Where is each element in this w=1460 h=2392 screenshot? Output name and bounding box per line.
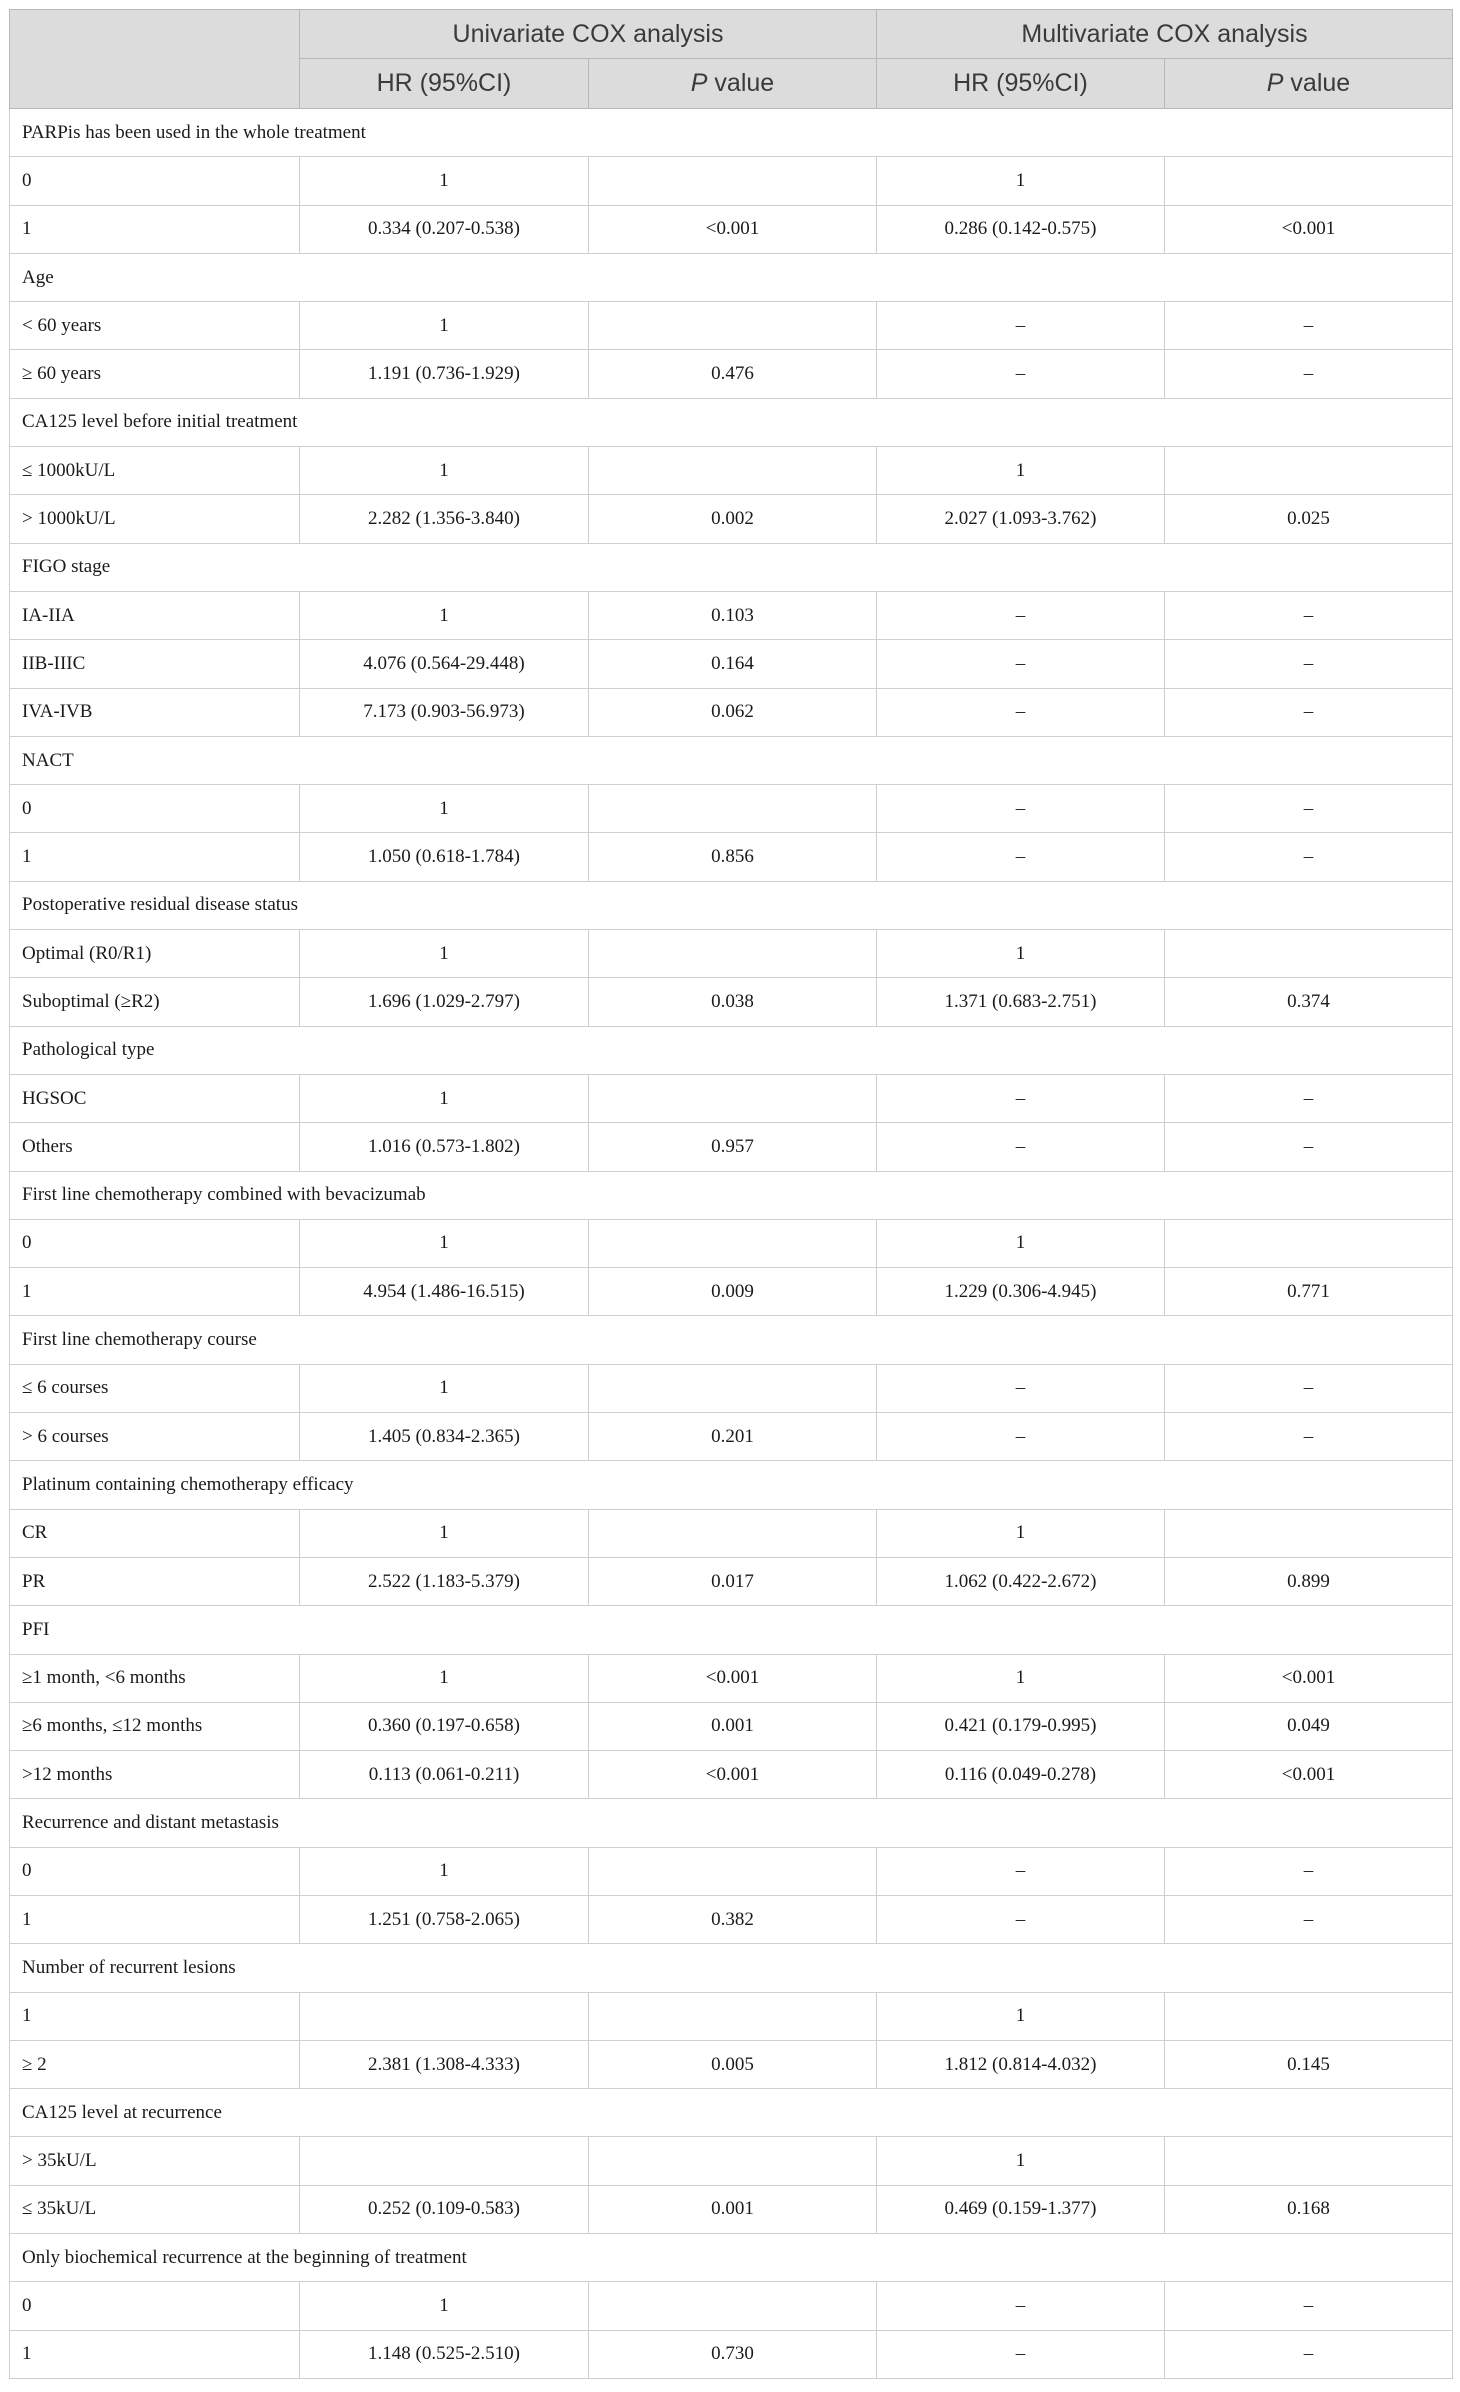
table-row <box>10 1364 1453 1412</box>
multivariate-hr-cell: 0.469 (0.159-1.377) <box>877 2185 1165 2233</box>
section-row <box>10 736 1453 784</box>
multivariate-p-cell: 0.025 <box>1165 495 1453 543</box>
multivariate-hr-cell: – <box>877 785 1165 833</box>
univariate-hr-cell: 1 <box>300 1074 589 1122</box>
section-title: PFI <box>10 1606 1453 1654</box>
multivariate-hr-cell: 1.371 (0.683-2.751) <box>877 978 1165 1026</box>
section-row <box>10 2234 1453 2282</box>
table-row <box>10 785 1453 833</box>
multivariate-p-cell <box>1165 157 1453 205</box>
multivariate-p-cell: – <box>1165 1123 1453 1171</box>
multivariate-p-cell: – <box>1165 785 1453 833</box>
multivariate-p-cell <box>1165 930 1453 978</box>
table-row <box>10 350 1453 398</box>
multivariate-p-cell <box>1165 2137 1453 2185</box>
row-label: 0 <box>10 785 300 833</box>
table-row <box>10 1074 1453 1122</box>
cox-analysis-table <box>9 9 1453 2379</box>
table-row <box>10 1751 1453 1799</box>
table-row <box>10 1413 1453 1461</box>
multivariate-p-cell: 0.168 <box>1165 2185 1453 2233</box>
univariate-hr-cell <box>300 2137 589 2185</box>
row-label: ≤ 1000kU/L <box>10 447 300 495</box>
univariate-hr-cell: 1 <box>300 157 589 205</box>
row-label: CR <box>10 1509 300 1557</box>
header-p-rest: value <box>707 69 775 97</box>
univariate-p-cell <box>589 2137 877 2185</box>
multivariate-hr-cell: – <box>877 640 1165 688</box>
table-row <box>10 1847 1453 1895</box>
row-label: Suboptimal (≥R2) <box>10 978 300 1026</box>
univariate-p-cell <box>589 302 877 350</box>
row-label: ≥ 2 <box>10 2040 300 2088</box>
univariate-p-cell: 0.009 <box>589 1268 877 1316</box>
section-row <box>10 1026 1453 1074</box>
multivariate-p-cell: 0.049 <box>1165 1702 1453 1750</box>
univariate-hr-cell: 1 <box>300 930 589 978</box>
section-row <box>10 543 1453 591</box>
univariate-hr-cell: 1.191 (0.736-1.929) <box>300 350 589 398</box>
row-label: ≤ 6 courses <box>10 1364 300 1412</box>
univariate-p-cell: <0.001 <box>589 1751 877 1799</box>
univariate-hr-cell: 1 <box>300 785 589 833</box>
univariate-p-cell: 0.957 <box>589 1123 877 1171</box>
section-row <box>10 1606 1453 1654</box>
multivariate-p-cell: – <box>1165 640 1453 688</box>
row-label: 0 <box>10 2282 300 2330</box>
multivariate-p-cell: – <box>1165 2330 1453 2378</box>
univariate-hr-cell: 1 <box>300 1364 589 1412</box>
table-row <box>10 1702 1453 1750</box>
univariate-p-cell <box>589 1847 877 1895</box>
section-row <box>10 1944 1453 1992</box>
row-label: 0 <box>10 1847 300 1895</box>
multivariate-p-cell <box>1165 1219 1453 1267</box>
row-label: IA-IIA <box>10 591 300 639</box>
header-univariate-hr: HR (95%CI) <box>300 59 589 109</box>
multivariate-hr-cell: – <box>877 1413 1165 1461</box>
multivariate-hr-cell: 2.027 (1.093-3.762) <box>877 495 1165 543</box>
section-title: Postoperative residual disease status <box>10 881 1453 929</box>
univariate-p-cell: <0.001 <box>589 205 877 253</box>
section-title: Number of recurrent lesions <box>10 1944 1453 1992</box>
univariate-p-cell <box>589 1992 877 2040</box>
univariate-hr-cell: 1.148 (0.525-2.510) <box>300 2330 589 2378</box>
row-label: 1 <box>10 1992 300 2040</box>
row-label: > 1000kU/L <box>10 495 300 543</box>
section-row <box>10 253 1453 301</box>
univariate-hr-cell: 1 <box>300 1847 589 1895</box>
multivariate-hr-cell: – <box>877 1123 1165 1171</box>
section-row <box>10 398 1453 446</box>
section-title: CA125 level before initial treatment <box>10 398 1453 446</box>
multivariate-p-cell <box>1165 1509 1453 1557</box>
univariate-hr-cell: 1.405 (0.834-2.365) <box>300 1413 589 1461</box>
table-row <box>10 2137 1453 2185</box>
multivariate-p-cell: – <box>1165 833 1453 881</box>
table-row <box>10 1895 1453 1943</box>
multivariate-hr-cell: – <box>877 1074 1165 1122</box>
table-row <box>10 591 1453 639</box>
multivariate-hr-cell: – <box>877 833 1165 881</box>
multivariate-hr-cell: 0.116 (0.049-0.278) <box>877 1751 1165 1799</box>
header-p-rest: value <box>1283 69 1351 97</box>
univariate-p-cell: 0.476 <box>589 350 877 398</box>
row-label: 0 <box>10 1219 300 1267</box>
univariate-hr-cell: 1.251 (0.758-2.065) <box>300 1895 589 1943</box>
multivariate-p-cell <box>1165 1992 1453 2040</box>
univariate-p-cell: <0.001 <box>589 1654 877 1702</box>
row-label: Others <box>10 1123 300 1171</box>
univariate-p-cell <box>589 930 877 978</box>
multivariate-hr-cell: – <box>877 688 1165 736</box>
multivariate-p-cell <box>1165 447 1453 495</box>
univariate-hr-cell: 0.334 (0.207-0.538) <box>300 205 589 253</box>
table-row <box>10 205 1453 253</box>
section-title: FIGO stage <box>10 543 1453 591</box>
row-label: Optimal (R0/R1) <box>10 930 300 978</box>
multivariate-hr-cell: – <box>877 350 1165 398</box>
row-label: IIB-IIIC <box>10 640 300 688</box>
row-label: ≥6 months, ≤12 months <box>10 1702 300 1750</box>
table-row <box>10 302 1453 350</box>
row-label: 1 <box>10 1895 300 1943</box>
univariate-p-cell <box>589 157 877 205</box>
univariate-hr-cell: 1 <box>300 302 589 350</box>
univariate-p-cell: 0.005 <box>589 2040 877 2088</box>
univariate-p-cell <box>589 1364 877 1412</box>
section-title: First line chemotherapy combined with bevacizumab <box>10 1171 1453 1219</box>
multivariate-p-cell: – <box>1165 1364 1453 1412</box>
multivariate-p-cell: – <box>1165 688 1453 736</box>
univariate-p-cell: 0.001 <box>589 2185 877 2233</box>
section-row <box>10 1799 1453 1847</box>
table-row <box>10 2185 1453 2233</box>
univariate-p-cell: 0.017 <box>589 1557 877 1605</box>
table-row <box>10 640 1453 688</box>
row-label: 1 <box>10 2330 300 2378</box>
table-row <box>10 688 1453 736</box>
multivariate-p-cell: – <box>1165 1413 1453 1461</box>
multivariate-p-cell: <0.001 <box>1165 1654 1453 1702</box>
multivariate-p-cell: 0.374 <box>1165 978 1453 1026</box>
row-label: >12 months <box>10 1751 300 1799</box>
header-p-italic: P <box>690 69 708 97</box>
univariate-p-cell <box>589 1509 877 1557</box>
univariate-p-cell <box>589 447 877 495</box>
section-title: Recurrence and distant metastasis <box>10 1799 1453 1847</box>
univariate-hr-cell: 1.016 (0.573-1.802) <box>300 1123 589 1171</box>
table-row <box>10 1123 1453 1171</box>
multivariate-hr-cell: 1 <box>877 2137 1165 2185</box>
multivariate-hr-cell: – <box>877 2282 1165 2330</box>
univariate-p-cell: 0.382 <box>589 1895 877 1943</box>
multivariate-hr-cell: 1 <box>877 1509 1165 1557</box>
multivariate-p-cell: 0.899 <box>1165 1557 1453 1605</box>
table-row <box>10 1992 1453 2040</box>
multivariate-hr-cell: 1 <box>877 447 1165 495</box>
univariate-p-cell: 0.164 <box>589 640 877 688</box>
table-row <box>10 447 1453 495</box>
header-multivariate-p <box>1165 59 1453 109</box>
header-univariate-p <box>589 59 877 109</box>
multivariate-hr-cell: – <box>877 2330 1165 2378</box>
univariate-p-cell <box>589 1219 877 1267</box>
univariate-hr-cell: 1 <box>300 1509 589 1557</box>
multivariate-p-cell: – <box>1165 591 1453 639</box>
row-label: > 6 courses <box>10 1413 300 1461</box>
section-title: First line chemotherapy course <box>10 1316 1453 1364</box>
multivariate-hr-cell: 0.421 (0.179-0.995) <box>877 1702 1165 1750</box>
univariate-p-cell: 0.856 <box>589 833 877 881</box>
table-row <box>10 157 1453 205</box>
univariate-p-cell <box>589 1074 877 1122</box>
row-label: ≥ 60 years <box>10 350 300 398</box>
section-title: Only biochemical recurrence at the beginning of treatment <box>10 2234 1453 2282</box>
multivariate-hr-cell: 1 <box>877 1992 1165 2040</box>
univariate-hr-cell: 1.696 (1.029-2.797) <box>300 978 589 1026</box>
univariate-hr-cell: 4.076 (0.564-29.448) <box>300 640 589 688</box>
row-label: ≤ 35kU/L <box>10 2185 300 2233</box>
univariate-hr-cell: 1.050 (0.618-1.784) <box>300 833 589 881</box>
table-row <box>10 2282 1453 2330</box>
multivariate-hr-cell: – <box>877 302 1165 350</box>
univariate-hr-cell: 1 <box>300 1654 589 1702</box>
univariate-hr-cell: 0.252 (0.109-0.583) <box>300 2185 589 2233</box>
univariate-hr-cell: 2.282 (1.356-3.840) <box>300 495 589 543</box>
univariate-hr-cell: 1 <box>300 2282 589 2330</box>
univariate-hr-cell: 1 <box>300 1219 589 1267</box>
multivariate-p-cell: – <box>1165 1074 1453 1122</box>
row-label: 1 <box>10 205 300 253</box>
section-row <box>10 109 1453 157</box>
univariate-hr-cell: 4.954 (1.486-16.515) <box>300 1268 589 1316</box>
multivariate-hr-cell: 0.286 (0.142-0.575) <box>877 205 1165 253</box>
table-row <box>10 930 1453 978</box>
section-title: Platinum containing chemotherapy efficacy <box>10 1461 1453 1509</box>
multivariate-p-cell: – <box>1165 1895 1453 1943</box>
univariate-hr-cell: 0.360 (0.197-0.658) <box>300 1702 589 1750</box>
table-row <box>10 1219 1453 1267</box>
multivariate-hr-cell: 1.812 (0.814-4.032) <box>877 2040 1165 2088</box>
table-header <box>10 10 1453 109</box>
section-row <box>10 1316 1453 1364</box>
table-row <box>10 1268 1453 1316</box>
header-multivariate: Multivariate COX analysis <box>877 10 1453 59</box>
multivariate-hr-cell: – <box>877 1364 1165 1412</box>
multivariate-hr-cell: 1.062 (0.422-2.672) <box>877 1557 1165 1605</box>
univariate-hr-cell: 1 <box>300 447 589 495</box>
table-row <box>10 833 1453 881</box>
univariate-hr-cell <box>300 1992 589 2040</box>
section-row <box>10 2089 1453 2137</box>
header-multivariate-hr: HR (95%CI) <box>877 59 1165 109</box>
univariate-p-cell <box>589 785 877 833</box>
univariate-hr-cell: 2.381 (1.308-4.333) <box>300 2040 589 2088</box>
section-row <box>10 1461 1453 1509</box>
multivariate-hr-cell: 1 <box>877 930 1165 978</box>
row-label: 1 <box>10 1268 300 1316</box>
univariate-p-cell: 0.103 <box>589 591 877 639</box>
table-row <box>10 1654 1453 1702</box>
table-row <box>10 1509 1453 1557</box>
multivariate-hr-cell: 1 <box>877 1219 1165 1267</box>
univariate-hr-cell: 2.522 (1.183-5.379) <box>300 1557 589 1605</box>
univariate-p-cell: 0.001 <box>589 1702 877 1750</box>
row-label: HGSOC <box>10 1074 300 1122</box>
section-row <box>10 881 1453 929</box>
univariate-p-cell <box>589 2282 877 2330</box>
header-corner <box>10 10 300 109</box>
univariate-p-cell: 0.038 <box>589 978 877 1026</box>
multivariate-hr-cell: – <box>877 591 1165 639</box>
section-title: PARPis has been used in the whole treatment <box>10 109 1453 157</box>
multivariate-p-cell: 0.145 <box>1165 2040 1453 2088</box>
section-title: Age <box>10 253 1453 301</box>
row-label: 1 <box>10 833 300 881</box>
row-label: ≥1 month, <6 months <box>10 1654 300 1702</box>
multivariate-p-cell: <0.001 <box>1165 1751 1453 1799</box>
table-row <box>10 2330 1453 2378</box>
univariate-p-cell: 0.002 <box>589 495 877 543</box>
univariate-hr-cell: 7.173 (0.903-56.973) <box>300 688 589 736</box>
multivariate-hr-cell: – <box>877 1895 1165 1943</box>
table-row <box>10 978 1453 1026</box>
row-label: 0 <box>10 157 300 205</box>
univariate-p-cell: 0.062 <box>589 688 877 736</box>
row-label: < 60 years <box>10 302 300 350</box>
multivariate-p-cell: <0.001 <box>1165 205 1453 253</box>
univariate-p-cell: 0.730 <box>589 2330 877 2378</box>
table-row <box>10 495 1453 543</box>
section-title: Pathological type <box>10 1026 1453 1074</box>
row-label: IVA-IVB <box>10 688 300 736</box>
multivariate-hr-cell: 1.229 (0.306-4.945) <box>877 1268 1165 1316</box>
row-label: > 35kU/L <box>10 2137 300 2185</box>
multivariate-p-cell: – <box>1165 350 1453 398</box>
multivariate-p-cell: – <box>1165 302 1453 350</box>
multivariate-hr-cell: – <box>877 1847 1165 1895</box>
section-title: NACT <box>10 736 1453 784</box>
header-row-groups <box>10 10 1453 59</box>
section-row <box>10 1171 1453 1219</box>
multivariate-hr-cell: 1 <box>877 157 1165 205</box>
multivariate-hr-cell: 1 <box>877 1654 1165 1702</box>
header-univariate: Univariate COX analysis <box>300 10 877 59</box>
section-title: CA125 level at recurrence <box>10 2089 1453 2137</box>
univariate-hr-cell: 0.113 (0.061-0.211) <box>300 1751 589 1799</box>
multivariate-p-cell: – <box>1165 1847 1453 1895</box>
table-body <box>10 109 1453 2379</box>
header-p-italic: P <box>1266 69 1284 97</box>
table-row <box>10 1557 1453 1605</box>
table-row <box>10 2040 1453 2088</box>
univariate-hr-cell: 1 <box>300 591 589 639</box>
univariate-p-cell: 0.201 <box>589 1413 877 1461</box>
multivariate-p-cell: – <box>1165 2282 1453 2330</box>
row-label: PR <box>10 1557 300 1605</box>
multivariate-p-cell: 0.771 <box>1165 1268 1453 1316</box>
